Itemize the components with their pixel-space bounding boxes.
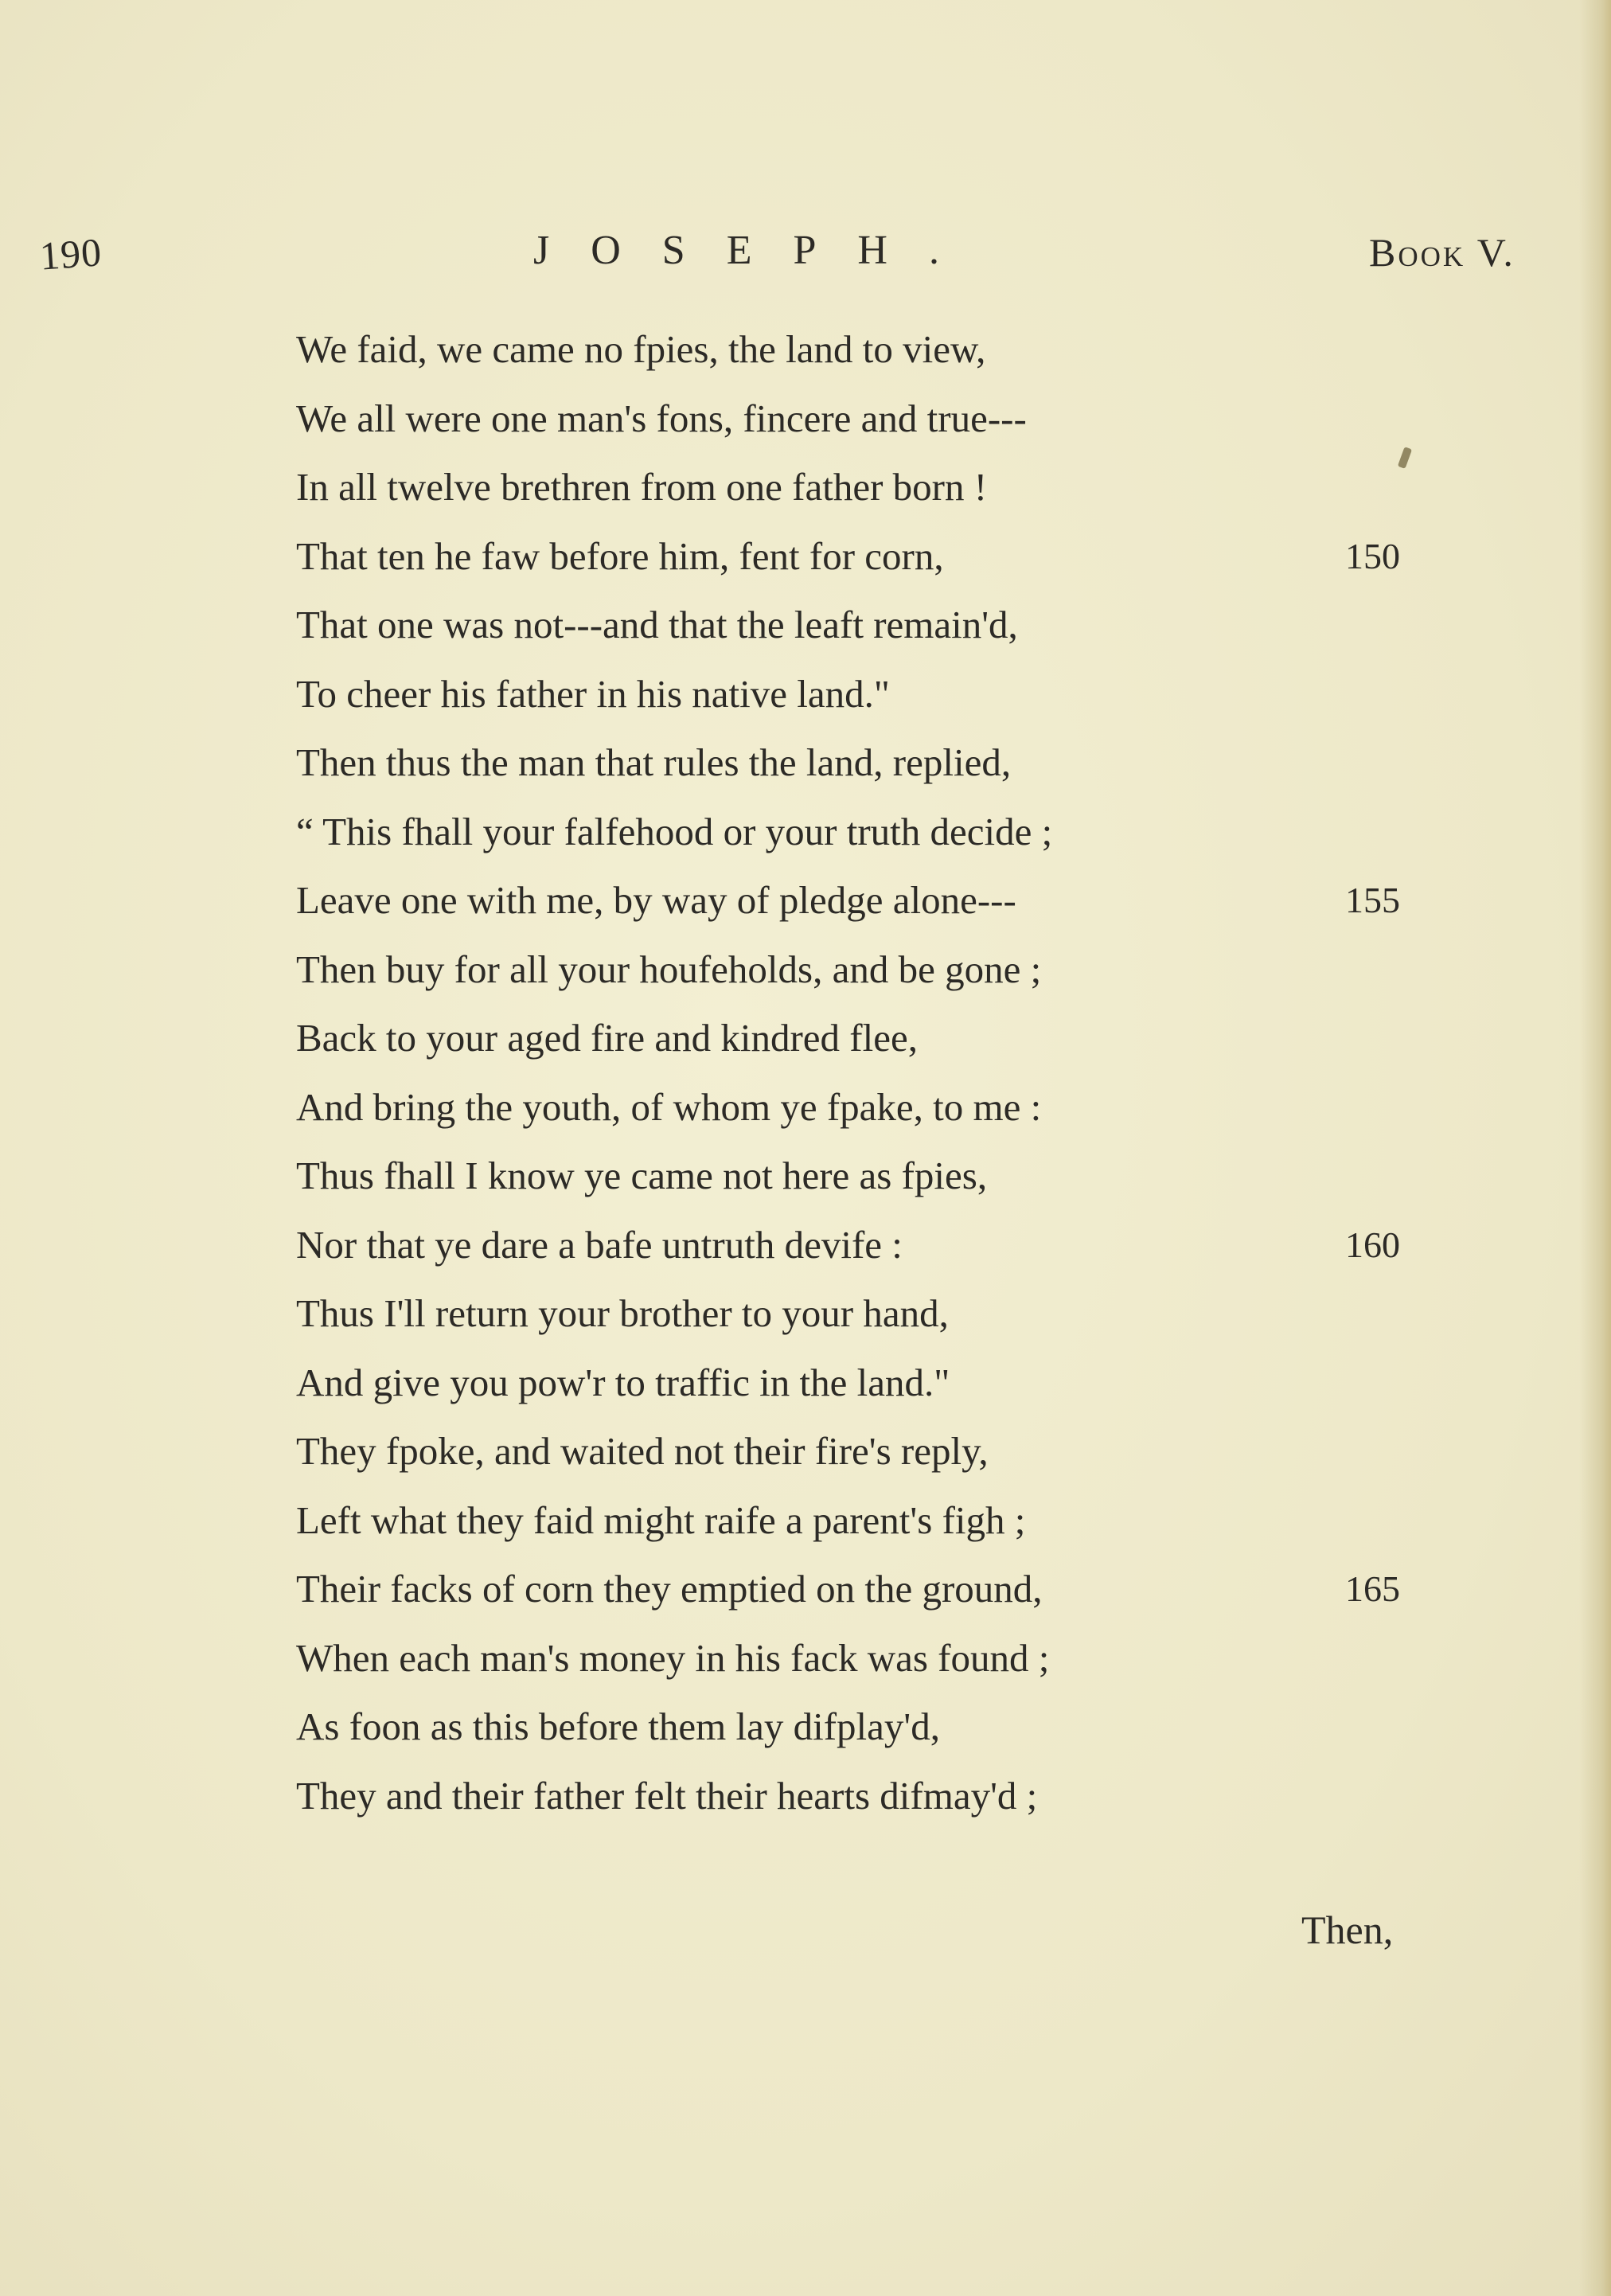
verse-line (296, 591, 1538, 660)
verse-line-text: Leave one with me, by way of pledge alone--- (296, 878, 1016, 922)
line-number: 165 (1345, 1568, 1400, 1609)
verse-line (296, 1417, 1538, 1486)
verse-line-text: And bring the youth, of whom ye fpake, to me : (296, 1084, 1042, 1129)
verse-line (296, 935, 1538, 1005)
verse-line-text: That ten he faw before him, fent for corn, (296, 533, 944, 578)
verse-line-text: Back to your aged fire and kindred flee, (296, 1016, 918, 1060)
verse-line-text: That one was not---and that the leaft remain'd, (296, 603, 1018, 646)
verse-line (296, 1555, 1538, 1624)
verse-line (296, 1349, 1538, 1418)
verse-line-text: “ This fhall your falfehood or your truth decide ; (296, 809, 1053, 853)
verse-line-text: And give you pow'r to traffic in the land." (296, 1360, 950, 1404)
verse-line-text: They and their father felt their hearts difmay'd ; (296, 1773, 1038, 1818)
verse-line (296, 315, 1538, 385)
verse-line-text: When each man's money in his fack was found ; (296, 1635, 1050, 1680)
verse-line-text: Their facks of corn they emptied on the ground, (296, 1567, 1043, 1611)
book-label: Book V. (1369, 230, 1515, 275)
verse-line (296, 798, 1538, 867)
verse-line (296, 866, 1538, 935)
verse-line-text: In all twelve brethren from one father born ! (296, 465, 988, 509)
verse-line (296, 522, 1538, 592)
verse-block (296, 315, 1538, 1830)
verse-line-text: Nor that ye dare a bafe untruth devife : (296, 1222, 903, 1267)
running-title: JOSEPH. (533, 228, 981, 273)
verse-line (296, 1762, 1538, 1831)
verse-line-text: We all were one man's fons, fincere and true--- (296, 396, 1027, 440)
verse-line (296, 1624, 1538, 1693)
verse-line (296, 1211, 1538, 1280)
verse-line-text: Thus fhall I know ye came not here as fpies, (296, 1154, 988, 1197)
verse-line (296, 1073, 1538, 1142)
verse-line (296, 385, 1538, 454)
verse-line (296, 1279, 1538, 1349)
verse-line-text: They fpoke, and waited not their fire's reply, (296, 1429, 989, 1473)
verse-line-text: We faid, we came no fpies, the land to view, (296, 327, 986, 371)
verse-line-text: Then thus the man that rules the land, replied, (296, 740, 1012, 784)
verse-line-text: As foon as this before them lay difplay'd, (296, 1704, 940, 1748)
verse-line (296, 660, 1538, 729)
verse-line-text: Then buy for all your houfeholds, and be gone ; (296, 947, 1042, 991)
page-edge-shadow (1579, 0, 1611, 2296)
verse-line (296, 1004, 1538, 1073)
verse-line-text: Left what they faid might raife a parent's figh ; (296, 1497, 1026, 1542)
line-number: 160 (1345, 1224, 1400, 1265)
line-number: 155 (1345, 880, 1400, 920)
page-number: 190 (38, 229, 103, 279)
catchword: Then, (1301, 1907, 1394, 1952)
line-number: 150 (1345, 535, 1400, 576)
verse-line-text: Thus I'll return your brother to your hand, (296, 1291, 949, 1335)
verse-line (296, 1142, 1538, 1211)
verse-line (296, 453, 1538, 522)
verse-line (296, 1693, 1538, 1762)
verse-line (296, 728, 1538, 798)
verse-line-text: To cheer his father in his native land." (296, 671, 890, 716)
verse-line (296, 1486, 1538, 1556)
